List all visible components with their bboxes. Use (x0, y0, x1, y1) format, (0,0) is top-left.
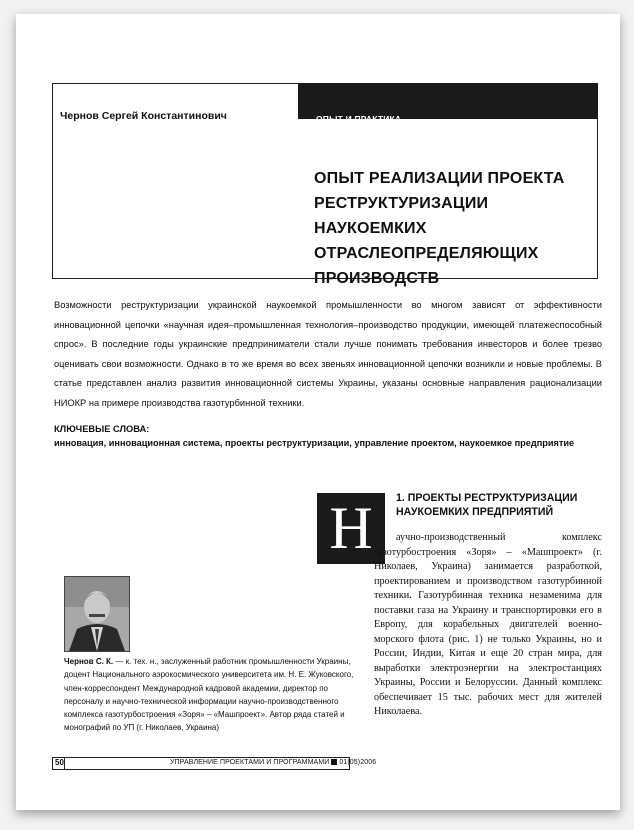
article-title: ОПЫТ РЕАЛИЗАЦИИ ПРОЕКТА РЕСТРУКТУРИЗАЦИИ НАУКОЕМКИХ ОТРАСЛЕОПРЕДЕЛЯЮЩИХ ПРОИЗВОДСТВ (314, 170, 565, 287)
rubric-label: ОПЫТ И ПРАКТИКА (316, 114, 402, 124)
page-number: 50 (55, 758, 64, 767)
keywords-list: инновация, инновационная система, проекты реструктуризации, управление проектом, наукоемкое предприятие (54, 438, 575, 448)
author-name: Чернов Сергей Константинович (60, 110, 227, 122)
bio-text: — к. тех. н., заслуженный работник промышленности Украины, доцент Национального аэрокосмического университета им. Н. Е. Жуковского, член-корреспондент Международной кадровой академии, директор по персоналу и научно-технической информации научно-производственного комплекса газотурбостроения «Зоря» – «Машпроект». Автор ряда статей и монографий по УП (г. Николаев, Украина) (64, 657, 354, 733)
abstract-text: Возможности реструктуризации украинской наукоемкой промышленности во многом зависят от эффективности инновационной цепочки «научная идея–промышленная технология–производство продукции, имеющей платежеспособный спрос». В последние годы украинские предприниматели стали лучше понимать требования инвесторов и более трезво оценивать свои возможности. Однако в то же время во всех звеньях инновационной цепочки возникли и новые проблемы. В статье представлен анализ развития инновационной системы Украины, указаны основные направления рационализации НИОКР на примере производства газотурбинной техники. (54, 300, 602, 408)
journal-title: УПРАВЛЕНИЕ ПРОЕКТАМИ И ПРОГРАММАМИ (170, 759, 330, 766)
footer-journal (170, 759, 376, 766)
author-photo (64, 576, 130, 652)
drop-cap: Н (317, 493, 385, 564)
footer-divider (64, 757, 65, 770)
keywords-heading: КЛЮЧЕВЫЕ СЛОВА: (54, 424, 150, 434)
abstract (54, 296, 602, 413)
square-bullet-icon (331, 759, 337, 765)
bio-name: Чернов С. К. (64, 657, 114, 666)
journal-page (16, 14, 620, 810)
journal-issue: 01(05)2006 (339, 759, 377, 766)
section-body: аучно-производственный комплекс газотурбостроения «Зоря» – «Машпроект» (г. Николаев, Украина) занимается разработкой, проектированием и производством газотурбинной техники. Газотурбинная техника незаменима для поставки газа на Украину и транспортировки его в Европу, для корабельных двигателей военно-морского флота (рис. 1) не только Украины, но и России, Индии, Китая и еще 20 стран мира, для выработки электроэнергии на электростанциях Украины, России и Белоруссии. Данный комплекс обеспечивает 15 тыс. рабочих мест для жителей Николаева. (374, 532, 602, 717)
section-title: 1. ПРОЕКТЫ РЕСТРУКТУРИЗАЦИИ НАУКОЕМКИХ ПРЕДПРИЯТИЙ (396, 492, 578, 518)
author-bio (64, 655, 354, 735)
